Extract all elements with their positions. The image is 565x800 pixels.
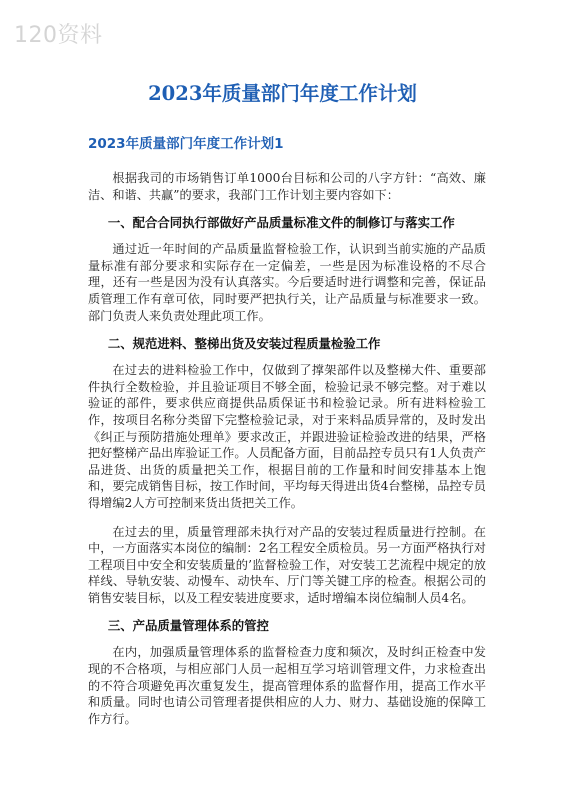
- document-title: 2023年质量部门年度工作计划: [148, 82, 417, 105]
- document-body: [88, 170, 486, 739]
- paragraph-section-2-a: 在过去的进料检验工作中，仅做到了撑架部件以及整梯大件、重要部件执行全数检验，并且验证项目不够全面，检验记录不够完整。对于难以验证的部件，要求供应商提供品质保证书和检验记录。所有进料检验工作，按项目名称分类留下完整检验记录，对于来料品质异常的，及时发出《纠正与预防措施处理单》要求改正，并跟进验证检验改进的结果，严格把好整梯产品出库验证工作。人员配备方面，目前品控专员只有1人负责产品进货、出货的质量把关工作，根据目前的工作量和时间安排基本上饱和，要完成销售目标，按工作时间，平均每天得进出货4台整梯，品控专员得增编2人方可控制来货出货把关工作。: [88, 363, 486, 510]
- section-title: 2023年质量部门年度工作计划1: [88, 136, 284, 152]
- paragraph-section-2-b: 在过去的里，质量管理部未执行对产品的安装过程质量进行控制。在中，一方面落实本岗位的编制：2名工程安全质检员。另一方面严格执行对工程项目中安全和安装质量的’监督检验工作，对安装工艺流程中规定的放样线、导轨安装、动慢车、动快车、厅门等关键工序的检查。根据公司的销售安装目标，以及工程安装进度要求，适时增编本岗位编制人员4名。: [88, 524, 486, 605]
- paragraph-section-1: 通过近一年时间的产品质量监督检验工作，认识到当前实施的产品质量标准有部分要求和实际存在一定偏差，一些是因为标准设格的不尽合理，还有一些是因为没有认真落实。今后要适时进行调整和完善，保证品质管理工作有章可依，同时要严把执行关，让产品质量与标准要求一致。部门负责人来负责处理此项工作。: [88, 242, 486, 323]
- intro-paragraph: 根据我司的市场销售订单1000台目标和公司的八字方针：“高效、廉洁、和谐、共赢”的要求，我部门工作计划主要内容如下：: [88, 171, 486, 202]
- watermark-logo: 120资料: [14, 23, 103, 48]
- heading-section-3: 三、产品质量管理体系的管控: [107, 618, 269, 634]
- paragraph-section-3: 在内，加强质量管理体系的监督检查力度和频次，及时纠正检查中发现的不合格项，与相应部门人员一起相互学习培训管理文件，力求检查出的不符合项避免再次重复发生，提高管理体系的监督作用，提高工作水平和质量。同时也请公司管理者提供相应的人力、财力、基础设施的保障工作方行。: [88, 645, 486, 726]
- heading-section-2: 二、规范进料、整梯出货及安装过程质量检验工作: [107, 336, 381, 352]
- heading-section-1: 一、配合合同执行部做好产品质量标准文件的制修订与落实工作: [107, 215, 455, 231]
